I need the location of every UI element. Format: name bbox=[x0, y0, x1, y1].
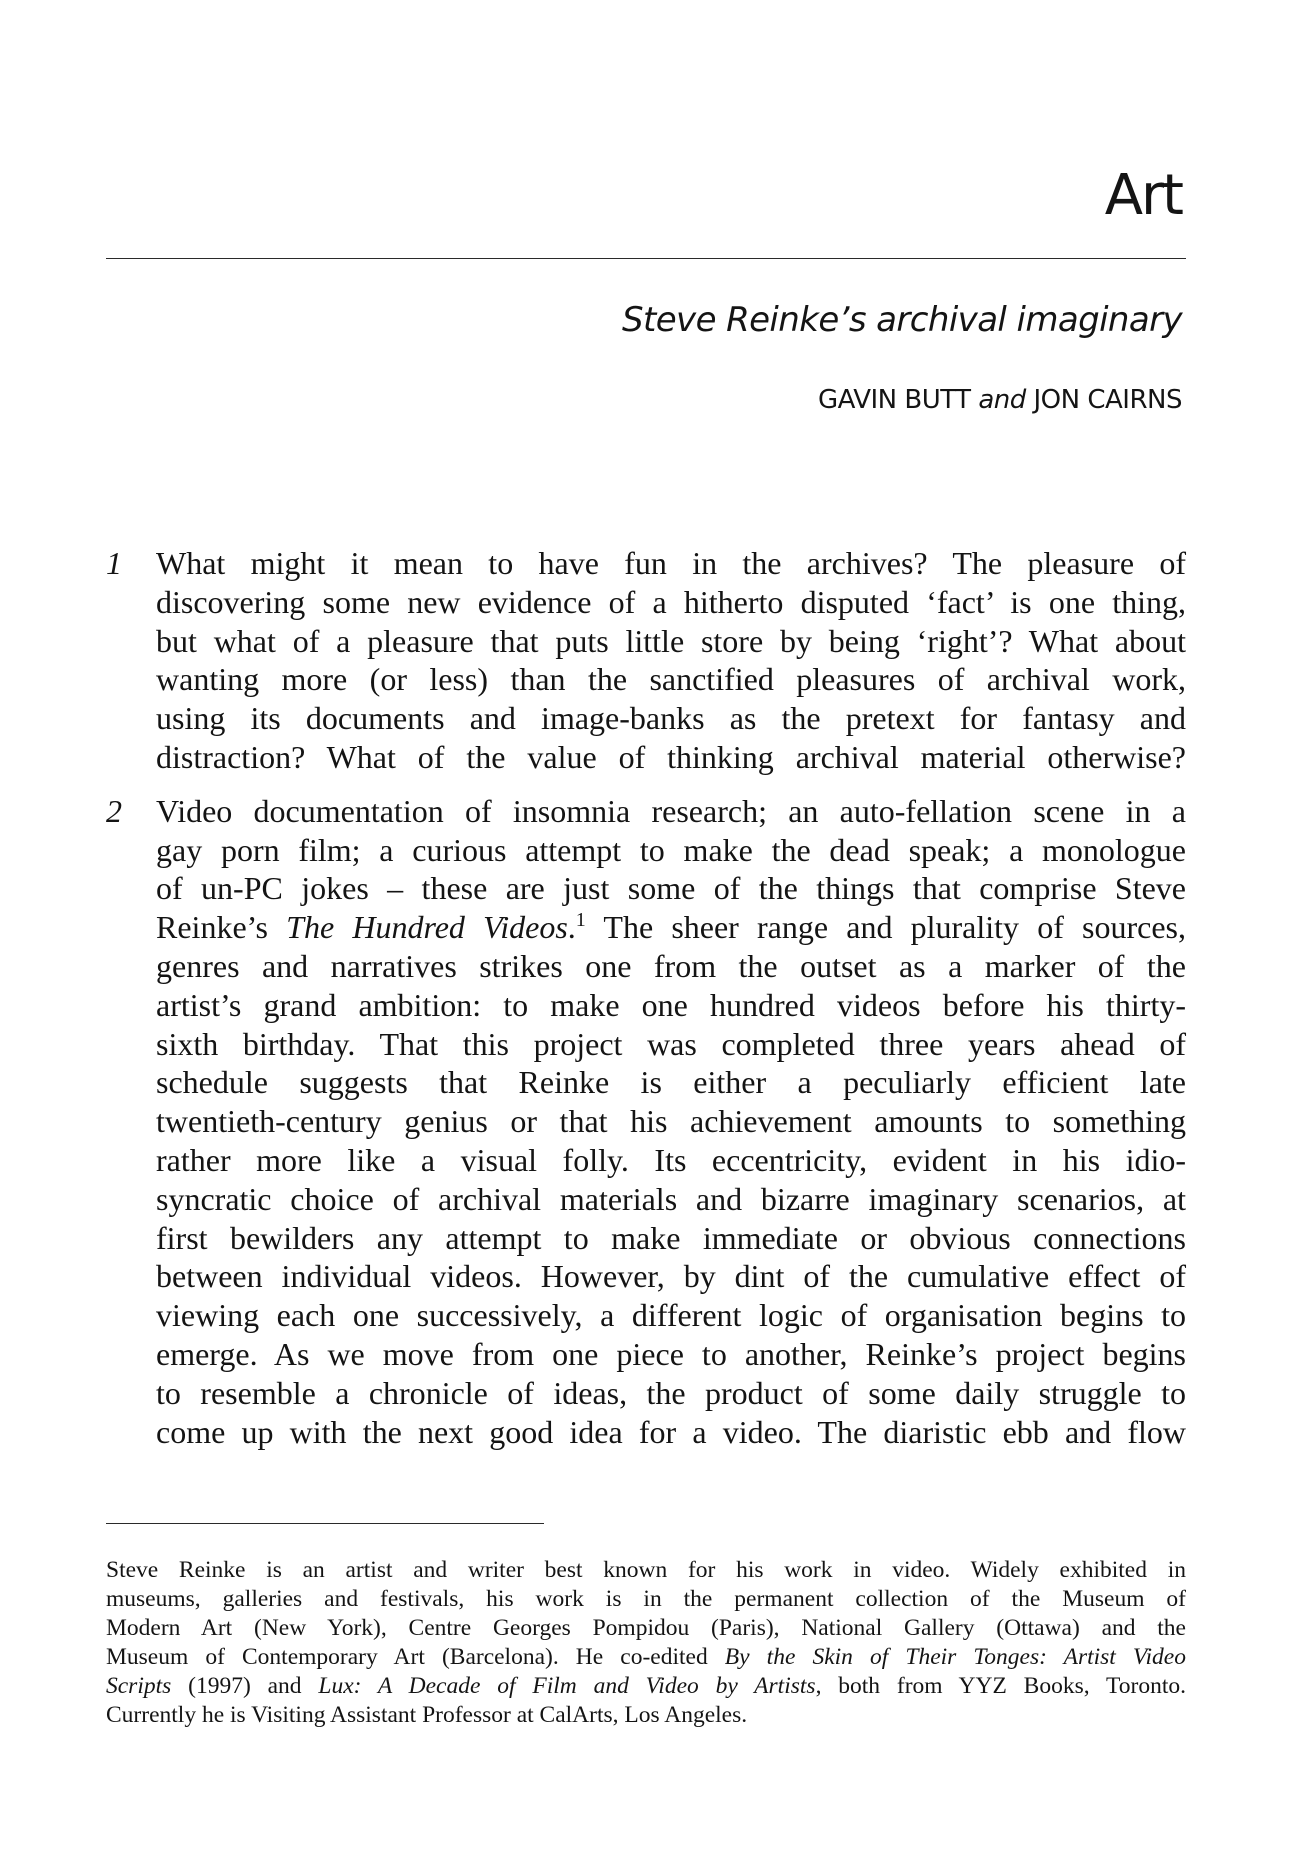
text-line: genres and narratives strikes one from the outset as a marker of the bbox=[156, 947, 1186, 984]
text-line: wanting more (or less) than the sanctified pleasures of archival work, bbox=[156, 661, 1186, 698]
paragraph-number: 1 bbox=[106, 545, 122, 581]
text-line: viewing each one successively, a different logic of organisation begins to bbox=[156, 1297, 1186, 1334]
article-title bbox=[622, 300, 1182, 341]
bio-line: Currently he is Visiting Assistant Professor at CalArts, Los Angeles. bbox=[106, 1702, 748, 1728]
text-line: syncratic choice of archival materials and bizarre imaginary scenarios, at bbox=[156, 1180, 1186, 1217]
footnote-rule bbox=[106, 1523, 544, 1524]
book-title: Lux: A Decade of Film and Video by Artists bbox=[318, 1673, 816, 1699]
text-line: come up with the next good idea for a video. The diaristic ebb and flow bbox=[156, 1413, 1186, 1450]
article-body bbox=[106, 544, 1186, 1466]
text-segment: The sheer range and plurality of sources, bbox=[585, 909, 1186, 946]
text-line: rather more like a visual folly. Its eccentricity, evident in his idio- bbox=[156, 1141, 1186, 1178]
text-line: distraction? What of the value of thinking archival material otherwise? bbox=[156, 738, 1186, 775]
header-rule bbox=[106, 258, 1186, 259]
text-line: schedule suggests that Reinke is either a peculiarly efficient late bbox=[156, 1064, 1186, 1101]
text-line: What might it mean to have fun in the archives? The pleasure of bbox=[156, 545, 1186, 581]
text-segment: . bbox=[567, 909, 576, 946]
bio-line: Modern Art (New York), Centre Georges Pompidou (Paris), National Gallery (Ottawa) and the bbox=[106, 1615, 1186, 1641]
text-line: using its documents and image-banks as the pretext for fantasy and bbox=[156, 700, 1186, 737]
text-line-with-title bbox=[156, 908, 1186, 947]
text-line: but what of a pleasure that puts little store by being ‘right’? What about bbox=[156, 622, 1186, 659]
author-2: JON CAIRNS bbox=[1033, 385, 1182, 415]
paragraph-1 bbox=[106, 544, 1186, 777]
author-byline bbox=[818, 385, 1182, 416]
author-conjunction: and bbox=[978, 385, 1026, 415]
bio-text: , both from YYZ Books, Toronto. bbox=[815, 1673, 1186, 1699]
author-bio-note bbox=[106, 1556, 1186, 1730]
text-line: first bewilders any attempt to make immediate or obvious connections bbox=[156, 1219, 1186, 1256]
bio-text: (1997) and bbox=[171, 1673, 319, 1699]
text-line: Video documentation of insomnia research; an auto-fellation scene in a bbox=[156, 792, 1186, 829]
author-1: GAVIN BUTT bbox=[817, 385, 971, 415]
article-title-text: Steve Reinke’s archival imaginary bbox=[622, 300, 1182, 340]
text-line: discovering some new evidence of a hitherto disputed ‘fact’ is one thing, bbox=[156, 583, 1186, 620]
bio-line: museums, galleries and festivals, his work is in the permanent collection of the Museum of bbox=[106, 1586, 1186, 1612]
bio-text: Museum of Contemporary Art (Barcelona). He co-edited bbox=[106, 1644, 725, 1670]
bio-line: Steve Reinke is an artist and writer best known for his work in video. Widely exhibited in bbox=[106, 1557, 1186, 1583]
footnote-marker[interactable]: 1 bbox=[575, 909, 586, 932]
bio-line bbox=[106, 1672, 1186, 1701]
text-segment: Reinke’s bbox=[156, 909, 268, 946]
text-line: gay porn film; a curious attempt to make the dead speak; a monologue bbox=[156, 831, 1186, 868]
work-title: The Hundred Videos bbox=[286, 909, 568, 946]
text-line: emerge. As we move from one piece to another, Reinke’s project begins bbox=[156, 1335, 1186, 1372]
book-title: By the Skin of Their Tonges: Artist Video bbox=[724, 1644, 1186, 1670]
paragraph-2 bbox=[106, 792, 1186, 1452]
bio-line bbox=[106, 1643, 1186, 1672]
text-line: of un-PC jokes – these are just some of the things that comprise Steve bbox=[156, 870, 1186, 907]
book-title: Scripts bbox=[106, 1673, 172, 1699]
section-heading: Art bbox=[1104, 163, 1182, 228]
text-line: twentieth-century genius or that his achievement amounts to something bbox=[156, 1103, 1186, 1140]
paragraph-number: 2 bbox=[106, 792, 122, 829]
text-line: sixth birthday. That this project was completed three years ahead of bbox=[156, 1025, 1186, 1062]
text-line: between individual videos. However, by dint of the cumulative effect of bbox=[156, 1258, 1186, 1295]
text-line: artist’s grand ambition: to make one hundred videos before his thirty- bbox=[156, 986, 1186, 1023]
text-line: to resemble a chronicle of ideas, the product of some daily struggle to bbox=[156, 1374, 1186, 1411]
